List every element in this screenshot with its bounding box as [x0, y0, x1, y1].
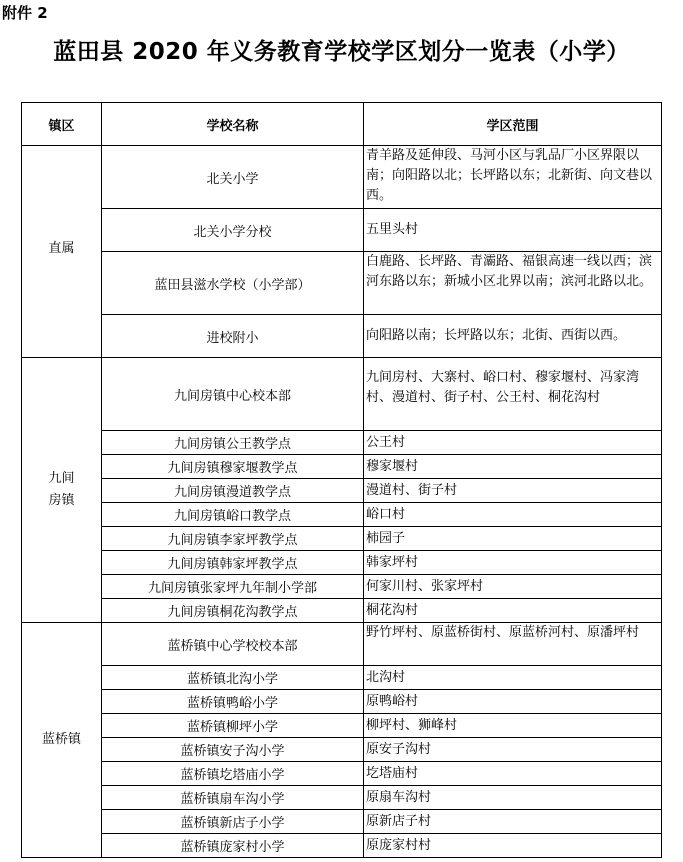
column-header-school: 学校名称 — [102, 103, 364, 146]
school-cell: 蓝桥镇北沟小学 — [102, 666, 364, 690]
town-cell — [22, 358, 102, 623]
area-cell: 柳坪村、狮峰村 — [364, 714, 662, 738]
town-cell: 直属 — [22, 146, 102, 358]
table-row — [22, 834, 662, 858]
school-cell: 九间房镇漫道教学点 — [102, 479, 364, 503]
area-cell: 野竹坪村、原蓝桥街村、原蓝桥河村、原潘坪村 — [364, 623, 662, 666]
school-cell: 九间房镇公王教学点 — [102, 431, 364, 455]
table-row — [22, 762, 662, 786]
area-cell: 向阳路以南；长坪路以东；北街、西街以西。 — [364, 315, 662, 358]
school-cell: 进校附小 — [102, 315, 364, 358]
area-cell: 公王村 — [364, 431, 662, 455]
table-row — [22, 315, 662, 358]
school-cell: 蓝桥镇扇车沟小学 — [102, 786, 364, 810]
town-cell: 蓝桥镇 — [22, 623, 102, 858]
area-cell: 漫道村、街子村 — [364, 479, 662, 503]
page-title: 蓝田县 2020 年义务教育学校学区划分一览表（小学） — [53, 39, 630, 65]
table-row — [22, 209, 662, 252]
column-header-town: 镇区 — [22, 103, 102, 146]
school-cell: 九间房镇峪口教学点 — [102, 503, 364, 527]
school-cell: 蓝桥镇庞家村小学 — [102, 834, 364, 858]
area-cell: 桐花沟村 — [364, 599, 662, 623]
school-cell: 蓝桥镇中心学校校本部 — [102, 623, 364, 666]
table-row — [22, 599, 662, 623]
school-cell: 蓝桥镇柳坪小学 — [102, 714, 364, 738]
school-cell: 蓝桥镇新店子小学 — [102, 810, 364, 834]
table-row — [22, 146, 662, 209]
table-row — [22, 527, 662, 551]
attachment-label: 附件 2 — [2, 4, 48, 22]
area-cell: 九间房村、大寨村、峪口村、穆家堰村、冯家湾村、漫道村、街子村、公王村、桐花沟村 — [364, 358, 662, 431]
table-row — [22, 551, 662, 575]
area-cell: 原庞家村村 — [364, 834, 662, 858]
table-row — [22, 810, 662, 834]
table-row — [22, 714, 662, 738]
table-row — [22, 431, 662, 455]
table-row — [22, 252, 662, 315]
school-cell: 北关小学分校 — [102, 209, 364, 252]
table-row — [22, 666, 662, 690]
school-cell: 蓝桥镇安子沟小学 — [102, 738, 364, 762]
school-cell: 蓝桥镇圪塔庙小学 — [102, 762, 364, 786]
school-cell: 蓝田县滋水学校（小学部） — [102, 252, 364, 315]
area-cell: 韩家坪村 — [364, 551, 662, 575]
area-cell: 青羊路及延伸段、马河小区与乳品厂小区界限以南；向阳路以北；长坪路以东；北新街、向文巷以西。 — [364, 146, 662, 209]
school-cell: 北关小学 — [102, 146, 364, 209]
area-cell: 原新店子村 — [364, 810, 662, 834]
table-row — [22, 786, 662, 810]
table-row — [22, 623, 662, 666]
area-cell: 原安子沟村 — [364, 738, 662, 762]
table-row — [22, 358, 662, 431]
area-cell: 原扇车沟村 — [364, 786, 662, 810]
school-cell: 九间房镇穆家堰教学点 — [102, 455, 364, 479]
table-header-row — [22, 103, 662, 146]
table-row — [22, 455, 662, 479]
school-cell: 九间房镇韩家坪教学点 — [102, 551, 364, 575]
area-cell: 峪口村 — [364, 503, 662, 527]
school-cell: 九间房镇桐花沟教学点 — [102, 599, 364, 623]
school-cell: 九间房镇张家坪九年制小学部 — [102, 575, 364, 599]
school-cell: 九间房镇李家坪教学点 — [102, 527, 364, 551]
school-district-table — [21, 102, 662, 858]
area-cell: 柿园子 — [364, 527, 662, 551]
area-cell: 原鸭峪村 — [364, 690, 662, 714]
area-cell: 白鹿路、长坪路、青灞路、福银高速一线以西；滨河东路以东；新城小区北界以南；滨河北路以北。 — [364, 252, 662, 315]
area-cell: 圪塔庙村 — [364, 762, 662, 786]
area-cell: 五里头村 — [364, 209, 662, 252]
table-row — [22, 503, 662, 527]
column-header-area: 学区范围 — [364, 103, 662, 146]
table-row — [22, 690, 662, 714]
school-cell: 蓝桥镇鸭峪小学 — [102, 690, 364, 714]
table-row — [22, 575, 662, 599]
area-cell: 何家川村、张家坪村 — [364, 575, 662, 599]
area-cell: 北沟村 — [364, 666, 662, 690]
town-name: 九间房镇 — [48, 471, 75, 508]
table-row — [22, 479, 662, 503]
school-cell: 九间房镇中心校本部 — [102, 358, 364, 431]
table-row — [22, 738, 662, 762]
area-cell: 穆家堰村 — [364, 455, 662, 479]
